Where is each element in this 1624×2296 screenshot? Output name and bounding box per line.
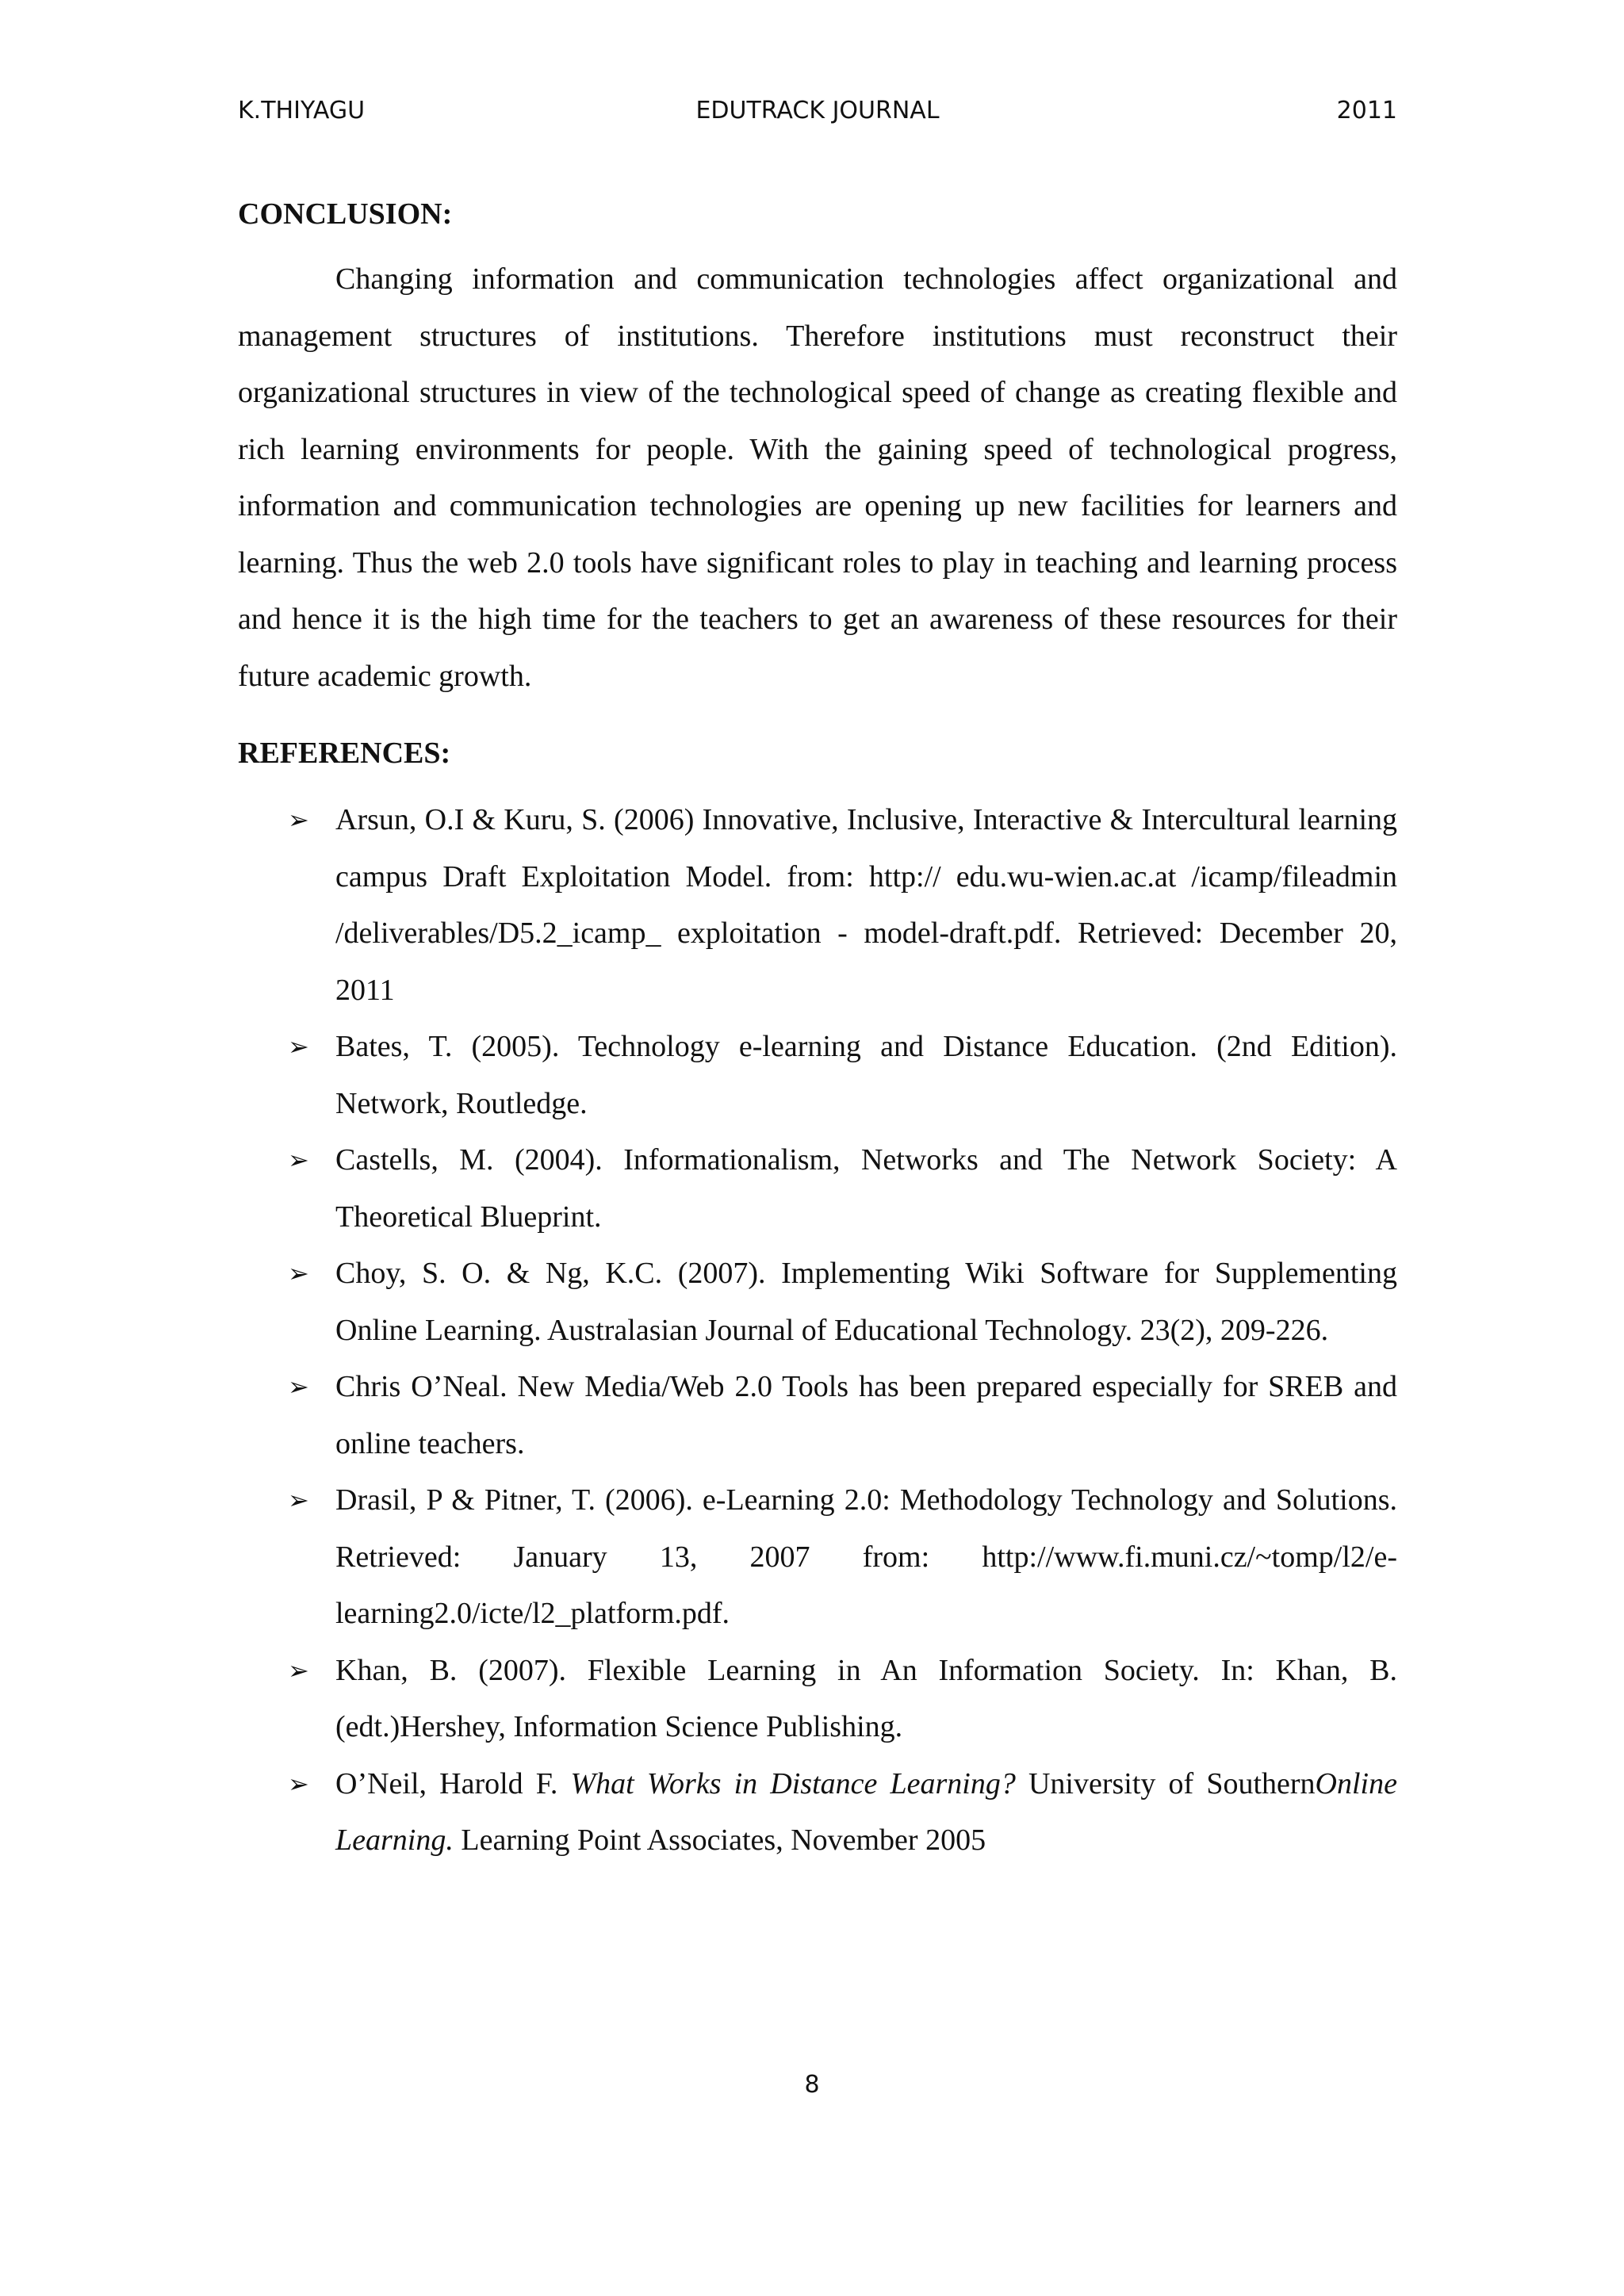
reference-italic-title: What Works in Distance Learning? [570,1766,1016,1800]
reference-text-publisher: University of Southern [1015,1766,1316,1800]
reference-item [238,1643,1397,1756]
arrowhead-bullet-icon: ➢ [288,1485,309,1515]
reference-text: Bates, T. (2005). Technology e-learning and Distance Education. (2nd Edition). Network, Routledge. [335,1030,1397,1120]
reference-text: Drasil, P & Pitner, T. (2006). e-Learning 2.0: Methodology Technology and Solutions. Retrieved: January 13, 2007 from: http://www.fi.muni.cz/~tomp/l2/e-learning2.0/icte/l2_platform.pdf. [335,1483,1397,1630]
arrowhead-bullet-icon: ➢ [288,1258,309,1288]
header-author: K.THIYAGU [238,97,366,124]
reference-text: Chris O’Neal. New Media/Web 2.0 Tools has been prepared especially for SREB and online teachers. [335,1370,1397,1460]
arrowhead-bullet-icon: ➢ [288,1768,309,1799]
references-heading: REFERENCES: [238,737,451,770]
reference-text: Khan, B. (2007). Flexible Learning in An Information Society. In: Khan, B. (edt.)Hershey, Information Science Publishing. [335,1653,1397,1743]
reference-item [238,1019,1397,1132]
arrowhead-bullet-icon: ➢ [288,1655,309,1686]
reference-item [238,1472,1397,1643]
reference-text [335,1767,1397,1858]
reference-item [238,1246,1397,1359]
reference-item [238,1132,1397,1246]
references-list [238,792,1397,1869]
reference-item [238,1756,1397,1869]
header-journal-title: EDUTRACK JOURNAL [695,97,940,124]
reference-text: Arsun, O.I & Kuru, S. (2006) Innovative, Inclusive, Interactive & Intercultural learning campus Draft Exploitation Model. from: http:// edu.wu-wien.ac.at /icamp/fileadmin /deliverables/D5.2_icamp_ exploitation - model-draft.pdf. Retrieved: December 20, 2011 [335,803,1397,1007]
reference-text-tail: Learning Point Associates, November 2005 [453,1823,986,1857]
reference-text: Castells, M. (2004). Informationalism, Networks and The Network Society: A Theoretical Blueprint. [335,1143,1397,1234]
reference-item [238,792,1397,1019]
arrowhead-bullet-icon: ➢ [288,805,309,835]
header-year: 2011 [1336,97,1397,124]
conclusion-heading: CONCLUSION: [238,197,453,231]
arrowhead-bullet-icon: ➢ [288,1372,309,1402]
arrowhead-bullet-icon: ➢ [288,1031,309,1062]
page-number: 8 [804,2071,820,2099]
running-header [238,97,1397,136]
reference-italic-source: Online Learning. [335,1766,1397,1857]
reference-item [238,1359,1397,1472]
arrowhead-bullet-icon: ➢ [288,1145,309,1175]
reference-text: Choy, S. O. & Ng, K.C. (2007). Implementing Wiki Software for Supplementing Online Learning. Australasian Journal of Educational Technology. 23(2), 209-226. [335,1257,1397,1347]
reference-text-author: O’Neil, Harold F. [335,1766,571,1800]
conclusion-paragraph: Changing information and communication technologies affect organizational and management structures of institutions. Therefore institutions must reconstruct their organizational structures in view of the technological speed of change as creating flexible and rich learning environments for people. With the gaining speed of technological progress, information and communication technologies are opening up new facilities for learners and learning. Thus the web 2.0 tools have significant roles to play in teaching and learning process and hence it is the high time for the teachers to get an awareness of these resources for their future academic growth. [238,262,1397,693]
